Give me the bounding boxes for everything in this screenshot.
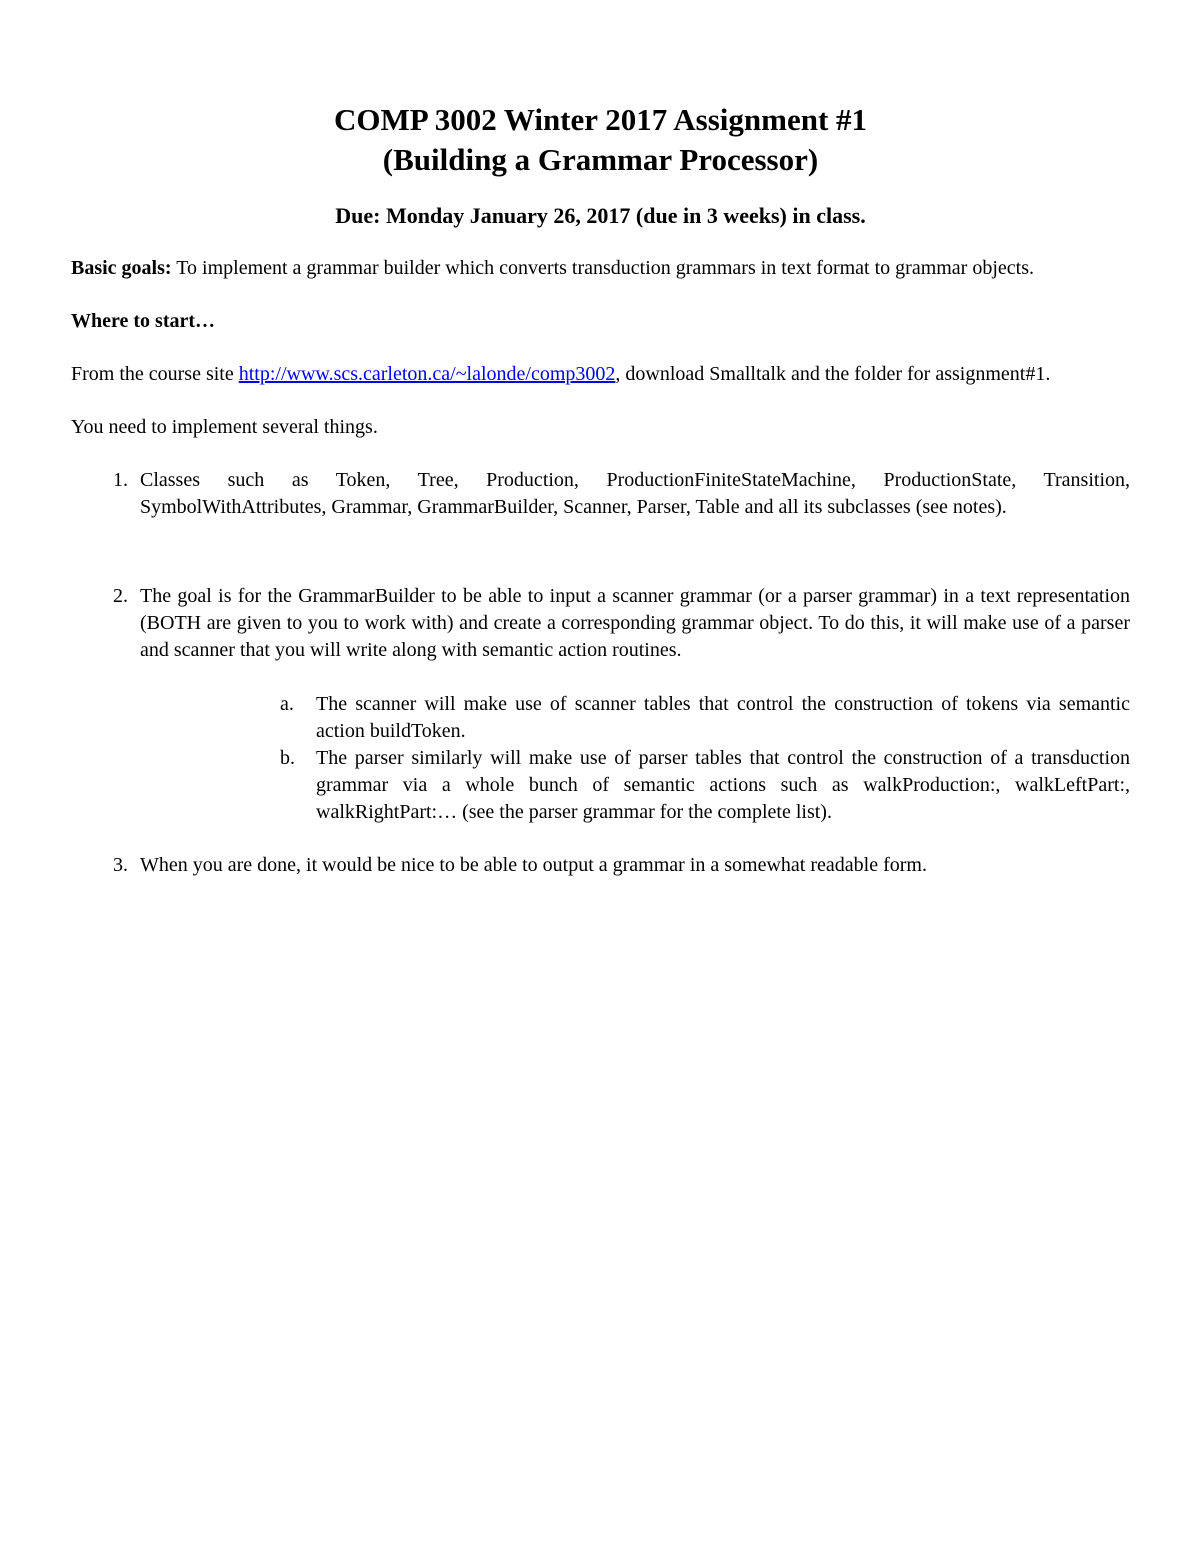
course-site-text-after: , download Smalltalk and the folder for assignment#1. — [615, 363, 1051, 385]
sub-list-item-text: The parser similarly will make use of parser tables that control the construction of a transduction grammar via a whole bunch of semantic actions such as walkProduction:, walkLeftPart:, walkRightPart:… (see the parser grammar for the complete list). — [316, 747, 1130, 823]
task-list — [71, 467, 1130, 879]
basic-goals-label: Basic goals: — [71, 257, 172, 279]
intro-paragraph: You need to implement several things. — [71, 416, 378, 438]
title-line-1: COMP 3002 Winter 2017 Assignment #1 — [333, 102, 868, 137]
title-line-2: (Building a Grammar Processor) — [382, 142, 819, 177]
where-to-start-label: Where to start… — [71, 310, 216, 332]
basic-goals-text: To implement a grammar builder which converts transduction grammars in text format to grammar objects. — [171, 257, 1034, 279]
course-site-text-before: From the course site — [71, 363, 239, 385]
sub-list-item — [140, 745, 1130, 826]
list-item-number: 2. — [113, 585, 128, 607]
sub-list-item — [140, 691, 1130, 745]
list-item-text: The goal is for the GrammarBuilder to be able to input a scanner grammar (or a parser grammar) in a text representation (BOTH are given to you to work with) and create a corresponding grammar object. To do this, it will make use of a parser and scanner that you will write along with semantic action routines. — [140, 585, 1130, 661]
list-item-text: When you are done, it would be nice to be able to output a grammar in a somewhat readable form. — [140, 854, 927, 876]
sub-list-item-letter: a. — [280, 693, 294, 715]
sub-list-item-text: The scanner will make use of scanner tables that control the construction of tokens via semantic action buildToken. — [316, 693, 1130, 742]
where-to-start-heading — [71, 308, 1130, 335]
list-item — [71, 467, 1130, 521]
list-item-number: 1. — [113, 469, 128, 491]
due-date: Due: Monday January 26, 2017 (due in 3 weeks) in class. — [335, 203, 866, 228]
list-item-number: 3. — [113, 854, 128, 876]
list-item-text: Classes such as Token, Tree, Production, ProductionFiniteStateMachine, ProductionState, Transition, SymbolWithAttributes, Grammar, GrammarBuilder, Scanner, Parser, Table and all its subclasses (see notes). — [140, 469, 1130, 518]
basic-goals-paragraph — [71, 255, 1130, 282]
document-page — [71, 100, 1130, 879]
list-item — [71, 583, 1130, 826]
course-site-paragraph — [71, 361, 1130, 388]
list-item — [71, 852, 1130, 879]
document-title — [71, 100, 1130, 180]
sub-list-item-letter: b. — [280, 747, 295, 769]
course-site-link[interactable]: http://www.scs.carleton.ca/~lalonde/comp3002 — [238, 363, 616, 385]
sub-task-list — [140, 691, 1130, 826]
